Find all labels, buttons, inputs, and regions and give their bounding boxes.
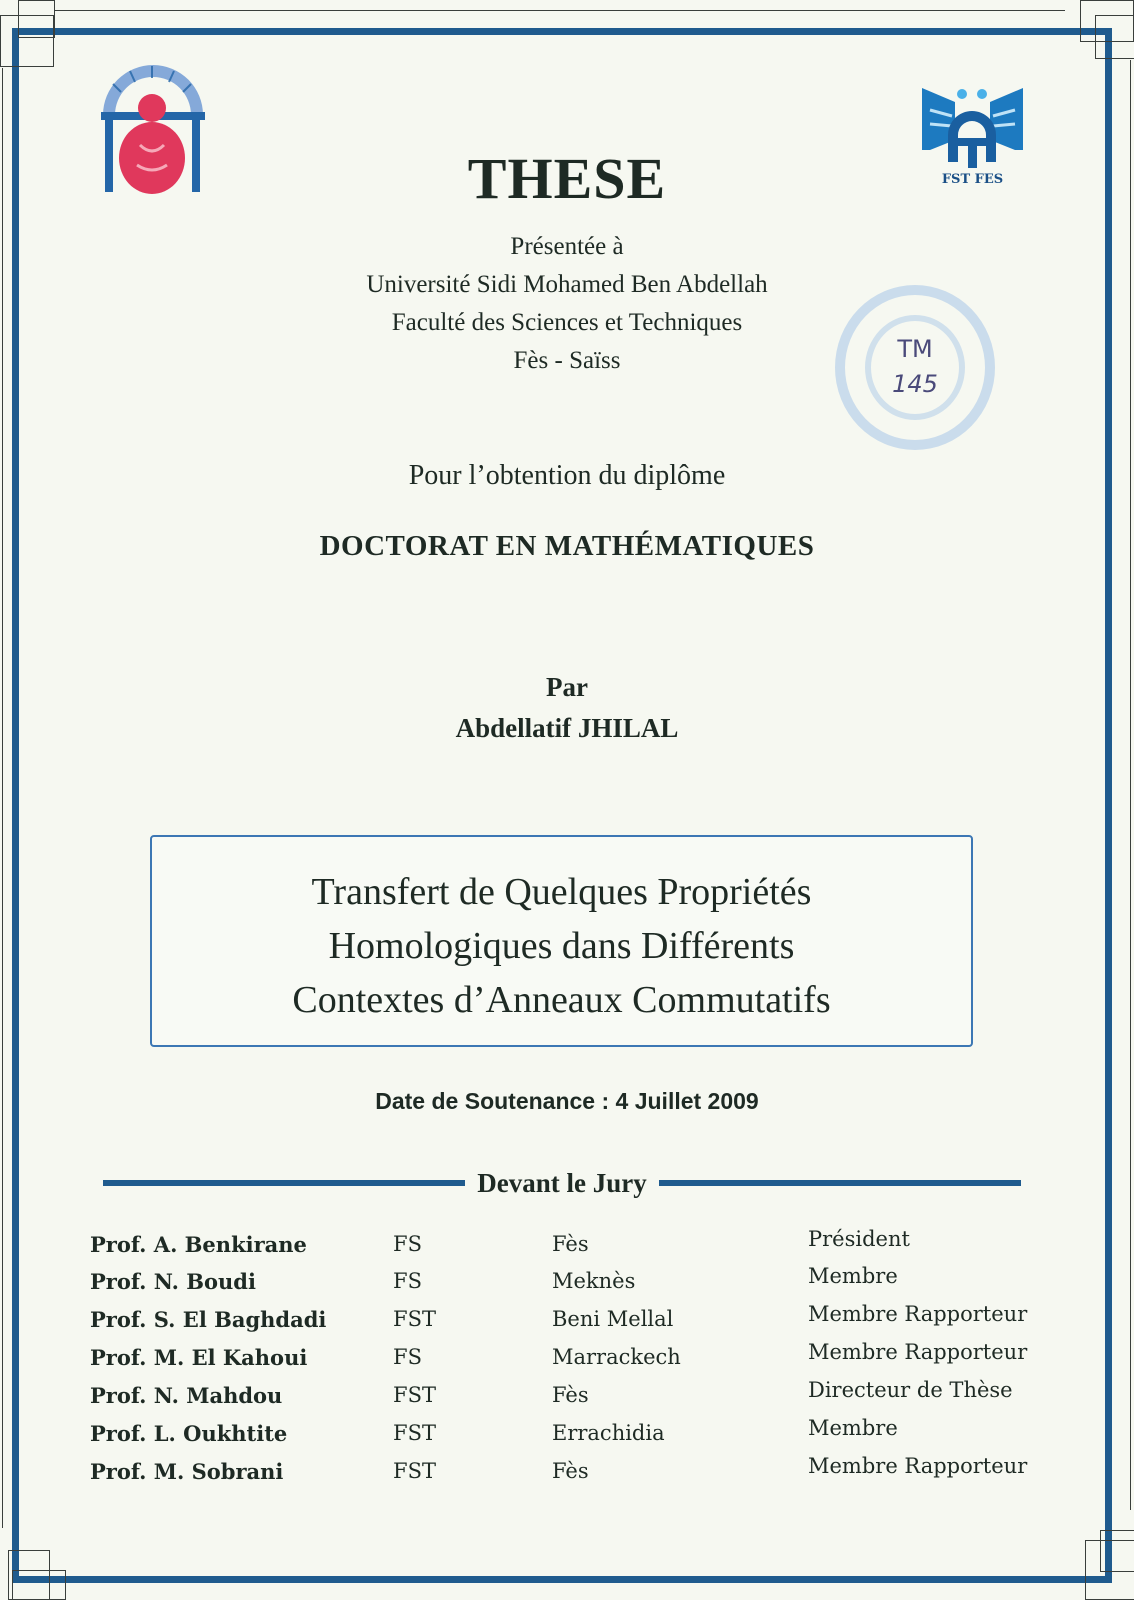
jury-member-row <box>90 1454 1050 1496</box>
thesis-title-line3: Contextes d’Anneaux Commutatifs <box>292 979 831 1021</box>
document-title: THESE <box>467 146 667 211</box>
jury-member-name: Prof. M. El Kahoui <box>90 1345 308 1370</box>
jury-member-name: Prof. A. Benkirane <box>90 1232 307 1257</box>
jury-member-role: Président <box>808 1227 910 1251</box>
jury-member-city: Marrackech <box>552 1345 681 1369</box>
jury-member-role: Membre <box>808 1416 898 1440</box>
jury-member-name: Prof. S. El Baghdadi <box>90 1307 327 1332</box>
faculty-name: Faculté des Sciences et Techniques <box>391 309 743 336</box>
jury-member-role: Directeur de Thèse <box>808 1378 1013 1402</box>
by-label: Par <box>546 672 588 702</box>
jury-member-city: Fès <box>552 1232 589 1256</box>
jury-rule-right <box>659 1180 1021 1186</box>
jury-member-row <box>90 1340 1050 1382</box>
jury-heading-row <box>103 1165 1021 1201</box>
defense-date: Date de Soutenance : 4 Juillet 2009 <box>375 1088 759 1114</box>
jury-member-institution: FST <box>393 1383 436 1407</box>
stamp-text-line2: 145 <box>892 370 938 398</box>
jury-member-city: Errachidia <box>552 1421 665 1445</box>
jury-member-role: Membre Rapporteur <box>808 1302 1028 1326</box>
jury-member-institution: FST <box>393 1459 436 1483</box>
jury-member-institution: FS <box>393 1269 422 1293</box>
degree-name: DOCTORAT EN MATHÉMATIQUES <box>319 530 815 562</box>
obtention-text: Pour l’obtention du diplôme <box>408 460 726 491</box>
jury-member-name: Prof. N. Mahdou <box>90 1383 283 1408</box>
jury-member-city: Beni Mellal <box>552 1307 674 1331</box>
fst-fes-logo-caption: FST FES <box>941 172 1004 187</box>
jury-member-institution: FST <box>393 1421 436 1445</box>
outer-frame-line-top <box>55 10 1065 11</box>
author-name: Abdellatif JHILAL <box>455 713 679 743</box>
thesis-title-line2: Homologiques dans Différents <box>328 925 795 967</box>
stamp-text-line1: TM <box>897 335 933 363</box>
jury-member-row <box>90 1378 1050 1420</box>
jury-member-name: Prof. L. Oukhtite <box>90 1421 288 1446</box>
jury-member-name: Prof. M. Sobrani <box>90 1459 284 1484</box>
faculty-location: Fès - Saïss <box>513 347 621 374</box>
jury-member-city: Fès <box>552 1459 589 1483</box>
jury-heading: Devant le Jury <box>477 1167 647 1198</box>
jury-rule-left <box>103 1180 465 1186</box>
jury-member-city: Fès <box>552 1383 589 1407</box>
jury-member-row <box>90 1416 1050 1458</box>
thesis-title-line1: Transfert de Quelques Propriétés <box>311 871 812 913</box>
jury-member-row <box>90 1264 1050 1306</box>
jury-member-institution: FS <box>393 1345 422 1369</box>
jury-member-name: Prof. N. Boudi <box>90 1269 256 1294</box>
jury-member-institution: FS <box>393 1232 422 1256</box>
jury-member-city: Meknès <box>552 1269 636 1293</box>
presented-to-block <box>0 228 1134 380</box>
jury-member-row <box>90 1227 1050 1269</box>
jury-member-institution: FST <box>393 1307 436 1331</box>
thesis-title-box <box>150 835 973 1047</box>
university-name: Université Sidi Mohamed Ben Abdellah <box>366 271 768 298</box>
jury-member-role: Membre <box>808 1264 898 1288</box>
jury-member-role: Membre Rapporteur <box>808 1454 1028 1478</box>
jury-member-role: Membre Rapporteur <box>808 1340 1028 1364</box>
jury-member-row <box>90 1302 1050 1344</box>
presented-to-label: Présentée à <box>510 233 624 260</box>
